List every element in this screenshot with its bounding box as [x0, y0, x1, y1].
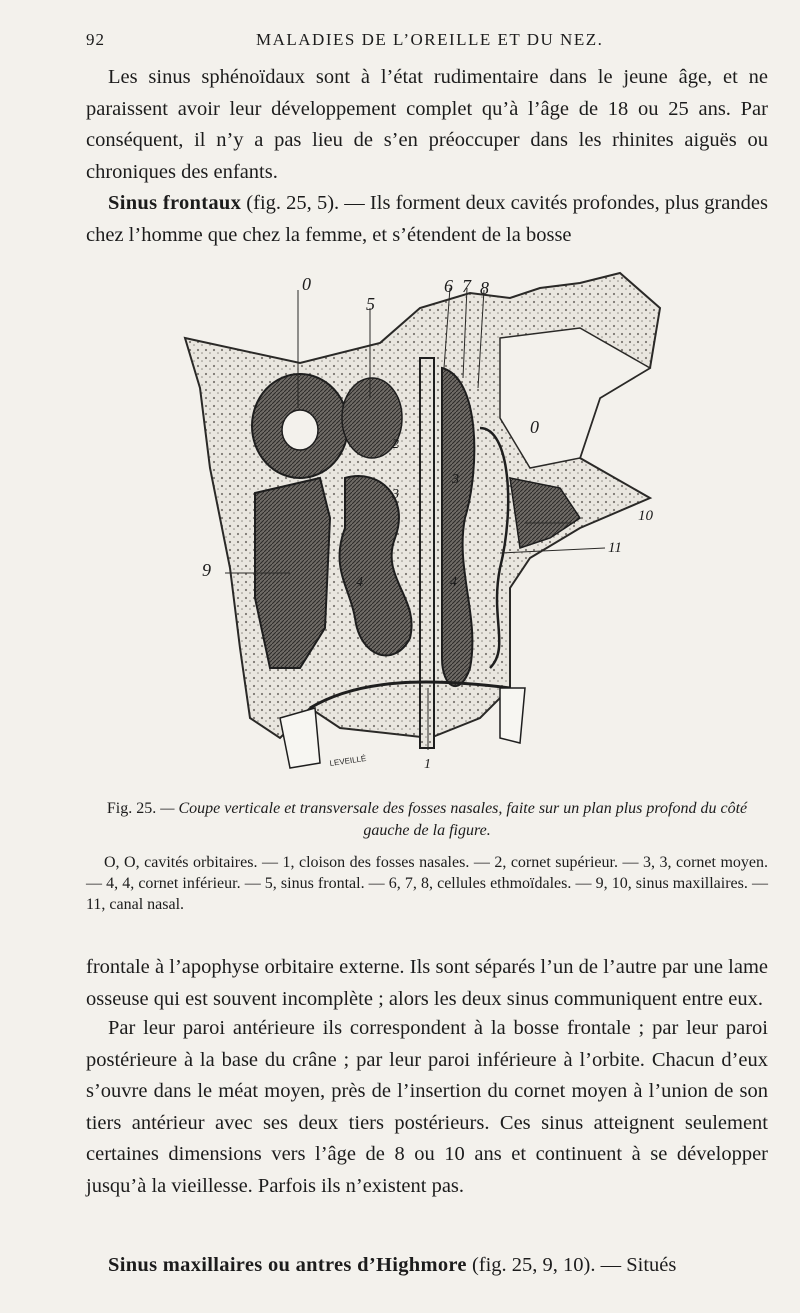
page-number: 92 [86, 30, 105, 49]
paragraph-walls [86, 1013, 768, 1202]
figure-caption [86, 798, 768, 915]
paragraph-maxillary-sinus [86, 1250, 768, 1282]
nasal-septum [420, 358, 434, 748]
caption-legend: O, O, cavités orbitaires. — 1, cloison des fosses nasales. — 2, cornet supérieur. — 3, 3, cornet moyen. — 4, 4, cornet inférieur. — 5, sinus frontal. — 6, 7, 8, cellules ethmoïdales. — 9, 10, sinus maxillaires. — 11, canal nasal. [86, 854, 768, 913]
figure-label: 3 [452, 472, 459, 487]
paragraph-sphenoid [86, 62, 768, 188]
figure-label: 10 [638, 508, 653, 524]
paragraph-text: Les sinus sphénoïdaux sont à l’état rudimentaire dans le jeune âge, et ne paraissent avoir leur développement complet qu’à l’âge de 18 ou 25 ans. Par conséquent, il n’y a pas lieu de s’en préoccuper dans les rhinites aiguës ou chroniques des enfants. [86, 66, 768, 183]
tooth-left [280, 708, 320, 768]
page-header [86, 30, 766, 58]
paragraph-text: frontale à l’apophyse orbitaire externe. Ils sont séparés l’un de l’autre par une lame osseuse qui est souvent incomplète ; alors les deux sinus communiquent entre eux. [86, 956, 768, 1010]
figure-label: 0 [530, 417, 539, 437]
engraver-signature: LEVEILLÉ [329, 753, 367, 768]
figure-label: 2 [392, 437, 399, 452]
anatomical-figure [180, 268, 772, 788]
figure-label: 4 [450, 575, 457, 590]
figure-label: 8 [480, 278, 489, 298]
figure-label: 3 [392, 487, 399, 502]
figure-label: 1 [424, 757, 431, 772]
section-heading: Sinus maxillaires ou antres d’Highmore [108, 1254, 467, 1276]
section-heading: Sinus frontaux [108, 192, 242, 214]
figure-label: 9 [202, 560, 211, 580]
paragraph-continued [86, 952, 768, 1015]
paragraph-text: Par leur paroi antérieure ils correspondent à la bosse frontale ; par leur paroi postérieure à la base du crâne ; par leur paroi inférieure à l’orbite. Chacun d’eux s’ouvre dans le méat moyen, près de l’insertion du cornet moyen à l’union de son tiers antérieur avec ses deux tiers postérieurs. Ces sinus atteignent seulement certaines dimensions vers l’âge de 8 ou 10 ans et continuent à se développer jusqu’à la vieillesse. Parfois ils n’existent pas. [86, 1017, 768, 1197]
caption-label: Fig. 25. [106, 800, 157, 817]
figure-label: 6 [444, 276, 453, 296]
figure-label: 11 [608, 540, 622, 556]
caption-title: — Coupe verticale et transversale des fosses nasales, faite sur un plan plus profond du côté gauche de la figure. [156, 800, 748, 839]
figure-label: 5 [366, 294, 375, 314]
paragraph-text: (fig. 25, 9, 10). — Situés [466, 1254, 677, 1276]
paragraph-text: (fig. 25, 5). — Ils forment deux cavités profondes, plus grandes chez l’homme que chez la femme, et s’étendent de la bosse [86, 192, 768, 246]
figure-label: 0 [302, 274, 311, 294]
figure-label: 7 [462, 276, 471, 296]
paragraph-frontal-sinus [86, 188, 768, 251]
figure-label: 4 [356, 575, 363, 590]
running-title: MALADIES DE L’OREILLE ET DU NEZ. [256, 30, 604, 49]
tooth-right [500, 688, 525, 743]
